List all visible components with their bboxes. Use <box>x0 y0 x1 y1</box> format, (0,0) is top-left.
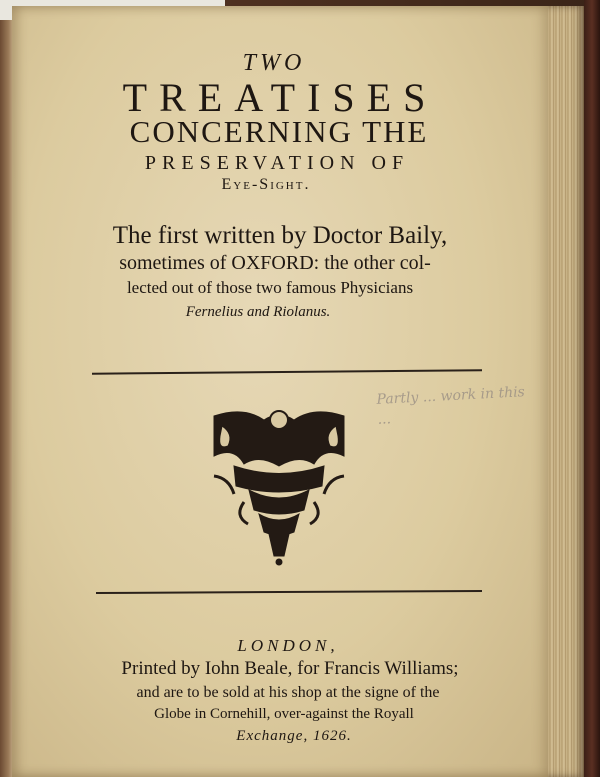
page-edges <box>548 6 586 777</box>
subtitle-fernelius: Fernelius and Riolanus. <box>185 304 331 320</box>
title-eyesight: Eye-Sight. <box>221 176 311 193</box>
handwritten-annotation: Partly ... work in this ... <box>376 384 526 428</box>
title-treatises: TREATISES <box>122 75 438 120</box>
imprint-sold: and are to be sold at his shop at the signe of the <box>136 684 440 701</box>
printers-ornament-icon <box>204 406 354 566</box>
title-preservation: PRESERVATION OF <box>144 152 410 174</box>
title-two: TWO <box>242 50 306 76</box>
title-concerning: CONCERNING THE <box>129 114 429 149</box>
subtitle-lected: lected out of those two famous Physicians <box>126 278 414 297</box>
top-rule <box>92 369 482 374</box>
imprint-city: LONDON, <box>237 636 339 655</box>
imprint-printed: Printed by Iohn Beale, for Francis Williams; <box>121 658 459 679</box>
subtitle-sometimes: sometimes of OXFORD: the other col- <box>119 252 431 274</box>
title-page <box>12 6 552 777</box>
imprint-exchange: Exchange, 1626. <box>236 728 352 744</box>
bottom-rule <box>96 590 482 594</box>
book-binding <box>584 0 600 777</box>
imprint-globe: Globe in Cornehill, over-against the Royall <box>154 706 414 722</box>
subtitle-first: The first written by Doctor Baily, <box>112 222 448 249</box>
